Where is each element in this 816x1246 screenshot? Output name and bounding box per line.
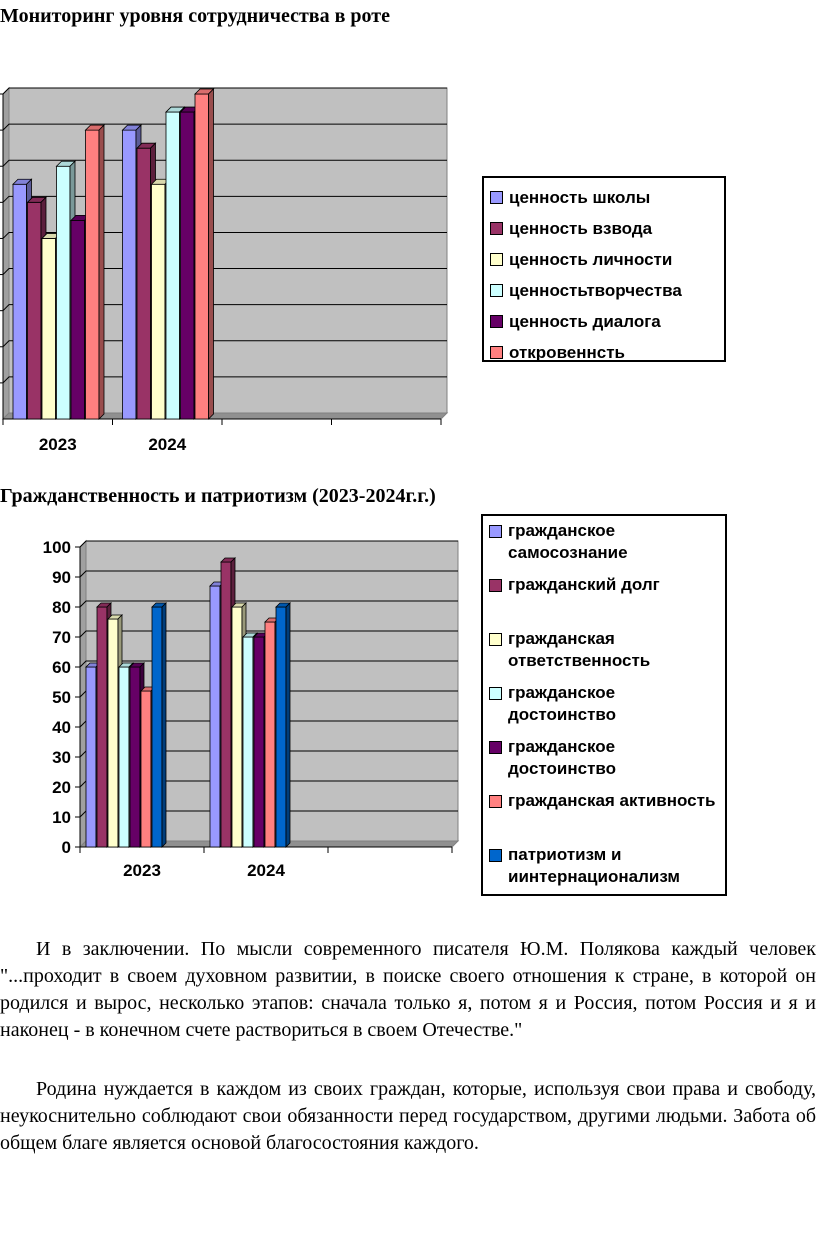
bar-front xyxy=(232,607,242,847)
legend-label: гражданское достоинство xyxy=(508,737,617,778)
bar-front xyxy=(276,607,286,847)
citizenship-chart xyxy=(0,530,470,890)
legend-label: гражданская ответственность xyxy=(508,629,651,670)
legend-swatch xyxy=(489,633,502,646)
y-tick-label: 50 xyxy=(52,688,71,707)
x-tick-label: 2024 xyxy=(148,435,187,454)
legend-label: патриотизм и иинтернационализм xyxy=(508,845,680,886)
bar-side xyxy=(209,89,214,419)
legend-swatch xyxy=(489,795,502,808)
bar-front xyxy=(86,130,100,419)
legend-item xyxy=(489,574,719,628)
legend-item xyxy=(489,790,719,844)
x-tick-label: 2023 xyxy=(38,435,77,454)
bar-front xyxy=(119,667,129,847)
bar-front xyxy=(195,94,209,419)
chart2-heading: Гражданственность и патриотизм (2023-2024г.г.) xyxy=(0,485,436,507)
legend-item xyxy=(490,306,718,337)
bar-side xyxy=(99,125,104,419)
bar-front xyxy=(221,562,231,847)
legend-item xyxy=(490,275,718,306)
legend-label: гражданский долг xyxy=(508,575,660,594)
legend-item xyxy=(489,520,719,574)
bar-front xyxy=(123,130,137,419)
x-tick-label: 2024 xyxy=(247,861,285,880)
bar-front xyxy=(86,667,96,847)
y-tick-label: 20 xyxy=(52,778,71,797)
legend-label: ценность диалога xyxy=(509,311,661,331)
legend-swatch xyxy=(489,741,502,754)
legend-swatch xyxy=(490,222,503,235)
legend-item xyxy=(490,182,718,213)
legend-swatch xyxy=(489,687,502,700)
bar-front xyxy=(181,112,195,419)
legend-item xyxy=(489,628,719,682)
legend-label: гражданское самосознание xyxy=(508,521,628,562)
homeland-paragraph: Родина нуждается в каждом из своих граждан, которые, используя свои права и свободу, неукоснительно соблюдают свои обязанности перед государством, другими людьми. Забота об общем благе является основой благосостояния каждого. xyxy=(0,1078,816,1154)
legend-label: ценность школы xyxy=(509,187,651,207)
cooperation-chart xyxy=(0,84,450,464)
bar xyxy=(195,89,214,419)
legend-swatch xyxy=(489,849,502,862)
y-tick-label: 0 xyxy=(61,838,71,857)
legend-label: ценность взвода xyxy=(509,218,653,238)
conclusion-paragraph: И в заключении. По мысли современного писателя Ю.М. Полякова каждый человек "...проходит в своем духовном развитии, в поиске своего отношения к стране, в которой он родился и вырос, несколько этапов: сначала только я, потом я и Россия, потом Россия и я и наконец - в конечном счете раствориться в своем Отечестве." xyxy=(0,938,816,1041)
bar-side xyxy=(286,603,290,847)
bar-front xyxy=(97,607,107,847)
y-tick-label: 40 xyxy=(52,718,71,737)
bar xyxy=(276,603,290,847)
legend-swatch xyxy=(490,346,503,359)
legend-item xyxy=(489,736,719,790)
y-tick-label: 60 xyxy=(52,658,71,677)
bar-front xyxy=(210,586,220,847)
bar-front xyxy=(152,184,166,419)
y-tick-label: 100 xyxy=(42,538,71,557)
bar-front xyxy=(13,184,27,419)
cooperation-chart-legend xyxy=(482,176,726,362)
legend-label: гражданское достоинство xyxy=(508,683,617,724)
chart-side-wall xyxy=(3,88,9,419)
citizenship-chart-legend xyxy=(481,514,727,896)
legend-swatch xyxy=(490,315,503,328)
bar-front xyxy=(141,691,151,847)
legend-label: ценностьтворчества xyxy=(509,280,682,300)
x-tick-label: 2023 xyxy=(123,861,161,880)
bar-front xyxy=(152,607,162,847)
bar-front xyxy=(130,667,140,847)
y-tick-label: 10 xyxy=(52,808,71,827)
chart1-heading: Мониторинг уровня сотрудничества в роте xyxy=(0,5,390,27)
legend-swatch xyxy=(490,191,503,204)
legend-swatch xyxy=(489,525,502,538)
y-tick-label: 70 xyxy=(52,628,71,647)
bar-front xyxy=(137,148,151,419)
legend-swatch xyxy=(490,284,503,297)
bar-side xyxy=(162,603,166,847)
legend-item xyxy=(489,844,719,894)
bar-front xyxy=(254,637,264,847)
bar xyxy=(86,125,105,419)
legend-label: откровеннсть xyxy=(509,342,626,362)
legend-item xyxy=(490,244,718,275)
legend-item xyxy=(489,682,719,736)
bar-front xyxy=(42,238,56,419)
bar-front xyxy=(28,202,42,419)
legend-swatch xyxy=(490,253,503,266)
legend-label: ценность личности xyxy=(509,249,673,269)
legend-swatch xyxy=(489,579,502,592)
bar xyxy=(152,603,166,847)
legend-label: гражданская активность xyxy=(508,791,716,810)
bar-front xyxy=(108,619,118,847)
bar-front xyxy=(166,112,180,419)
bar-front xyxy=(57,166,71,419)
y-tick-label: 90 xyxy=(52,568,71,587)
y-tick-label: 80 xyxy=(52,598,71,617)
legend-item xyxy=(490,213,718,244)
legend-item xyxy=(490,337,718,368)
bar-front xyxy=(243,637,253,847)
bar-front xyxy=(71,220,85,419)
y-tick-label: 30 xyxy=(52,748,71,767)
bar-front xyxy=(265,622,275,847)
